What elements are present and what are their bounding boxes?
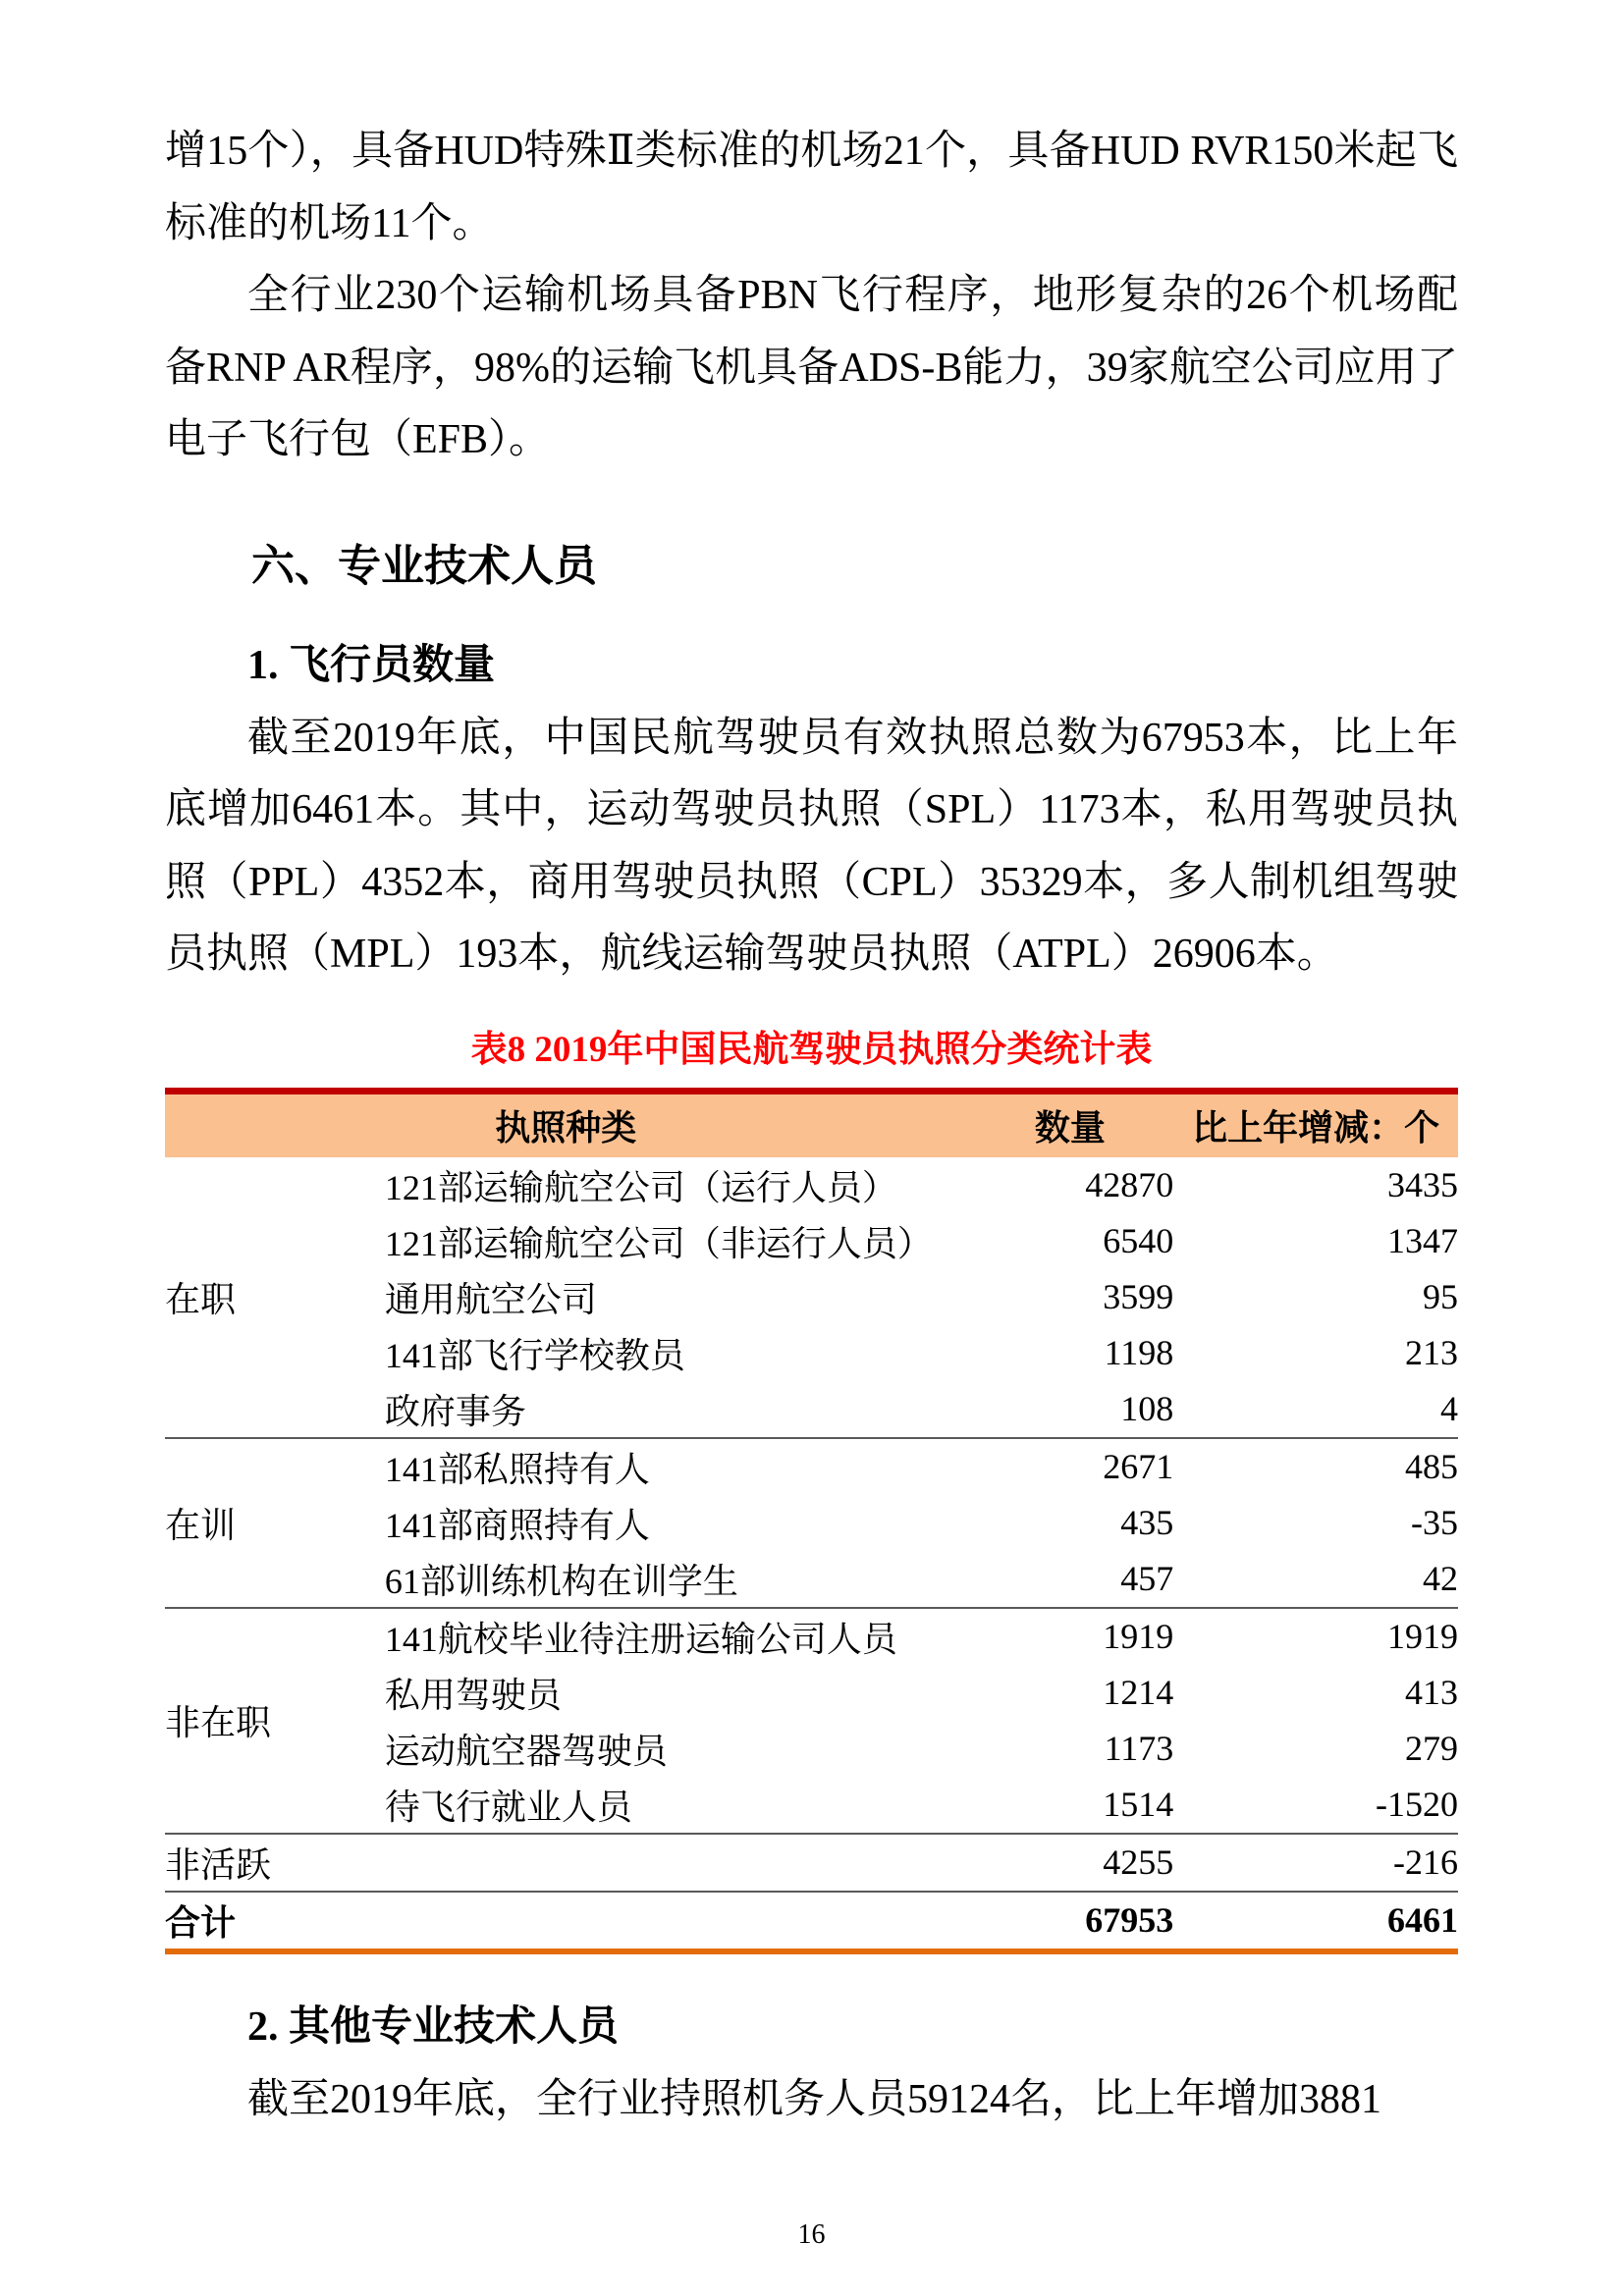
- group-label-cell: 非活跃: [165, 1834, 385, 1892]
- table-row: [165, 1834, 1458, 1892]
- license-type-cell: 运动航空器驾驶员: [384, 1731, 668, 1771]
- table-row: [165, 1608, 1458, 1665]
- change-value-cell: 4: [1440, 1389, 1458, 1428]
- group-label-cell: 非在职: [165, 1608, 385, 1834]
- license-type-cell: 通用航空公司: [384, 1279, 597, 1319]
- count-value-cell: 108: [1120, 1389, 1174, 1428]
- change-value-cell: -35: [1411, 1503, 1458, 1542]
- change-value-cell: 213: [1405, 1333, 1458, 1372]
- change-value-cell: -1520: [1376, 1785, 1458, 1824]
- count-value-cell: 1214: [1103, 1673, 1174, 1712]
- license-type-cell: 141航校毕业待注册运输公司人员: [385, 1608, 967, 1665]
- paragraph-pbn-capability: 全行业230个运输机场具备PBN飞行程序，地形复杂的26个机场配备RNP AR程序，98%的运输飞机具备ADS-B能力，39家航空公司应用了电子飞行包（EFB）。: [165, 273, 1458, 462]
- group-label-cell: 在职: [165, 1279, 237, 1319]
- count-value-cell: 2671: [967, 1438, 1174, 1495]
- change-value-cell: 279: [1405, 1729, 1458, 1768]
- header-change: 比上年增减：个: [1173, 1091, 1458, 1157]
- license-type-cell: 政府事务: [384, 1391, 526, 1431]
- change-value-cell: 1919: [1173, 1608, 1458, 1665]
- license-type-cell: 141部私照持有人: [385, 1438, 967, 1495]
- count-value-cell: 1173: [1104, 1729, 1174, 1768]
- license-type-cell: 141部飞行学校教员: [384, 1335, 685, 1375]
- page-number: 16: [797, 2219, 826, 2250]
- header-count: 数量: [967, 1091, 1174, 1157]
- license-type-cell: 141部商照持有人: [384, 1505, 650, 1545]
- table-header-row: [165, 1091, 1458, 1157]
- license-type-cell: 121部运输航空公司（运行人员）: [384, 1167, 897, 1207]
- change-value-cell: 1347: [1387, 1221, 1458, 1260]
- section-heading-professional-personnel: 六、专业技术人员: [251, 541, 597, 590]
- count-value-cell: 457: [1120, 1559, 1174, 1598]
- count-value-cell: 3599: [1103, 1277, 1174, 1316]
- license-type-cell: 待飞行就业人员: [384, 1787, 632, 1827]
- license-type-cell: [385, 1834, 967, 1892]
- paragraph-hud-continuation: 增15个），具备HUD特殊Ⅱ类标准的机场21个，具备HUD RVR150米起飞标准的机场11个。: [165, 129, 1458, 246]
- group-label-cell: 合计: [165, 1892, 385, 1951]
- license-type-cell: [385, 1892, 967, 1951]
- paragraph-maintenance-personnel: 截至2019年底，全行业持照机务人员59124名，比上年增加3881: [247, 2076, 1382, 2122]
- count-value-cell: 42870: [1085, 1165, 1174, 1204]
- count-value-cell: 1919: [967, 1608, 1174, 1665]
- change-value-cell: 485: [1173, 1438, 1458, 1495]
- count-value-cell: 67953: [967, 1892, 1174, 1951]
- paragraph-pilot-licenses: 截至2019年底，中国民航驾驶员有效执照总数为67953本，比上年底增加6461本。其中，运动驾驶员执照（SPL）1173本，私用驾驶员执照（PPL）4352本，商用驾驶员执照（CPL）35329本，多人制机组驾驶员执照（MPL）193本，航线运输驾驶员执照（ATPL）26906本。: [165, 715, 1458, 977]
- group-label-cell: 在训: [165, 1438, 385, 1608]
- table-row: [165, 1438, 1458, 1495]
- table-row: [165, 1892, 1458, 1951]
- change-value-cell: -216: [1173, 1834, 1458, 1892]
- change-value-cell: 6461: [1173, 1892, 1458, 1951]
- count-value-cell: 6540: [1103, 1221, 1174, 1260]
- license-statistics-table: [165, 1088, 1458, 1954]
- count-value-cell: 1198: [1104, 1333, 1174, 1372]
- change-value-cell: 42: [1423, 1559, 1458, 1598]
- license-type-cell: 121部运输航空公司（非运行人员）: [384, 1223, 933, 1263]
- table-row: [165, 1157, 1458, 1213]
- license-table-body: [165, 1157, 1458, 1951]
- change-value-cell: 3435: [1387, 1165, 1458, 1204]
- table-title: 表8 2019年中国民航驾驶员执照分类统计表: [470, 1029, 1153, 1070]
- change-value-cell: 95: [1423, 1277, 1458, 1316]
- change-value-cell: 413: [1405, 1673, 1458, 1712]
- subsection-heading-other-personnel: 2. 其他专业技术人员: [247, 2003, 620, 2050]
- count-value-cell: 435: [1120, 1503, 1174, 1542]
- license-type-cell: 61部训练机构在训学生: [384, 1561, 738, 1601]
- count-value-cell: 1514: [1103, 1785, 1174, 1824]
- subsection-heading-pilot-count: 1. 飞行员数量: [247, 642, 496, 688]
- license-type-cell: 私用驾驶员: [384, 1675, 562, 1715]
- header-license-type: 执照种类: [165, 1091, 967, 1157]
- count-value-cell: 4255: [967, 1834, 1174, 1892]
